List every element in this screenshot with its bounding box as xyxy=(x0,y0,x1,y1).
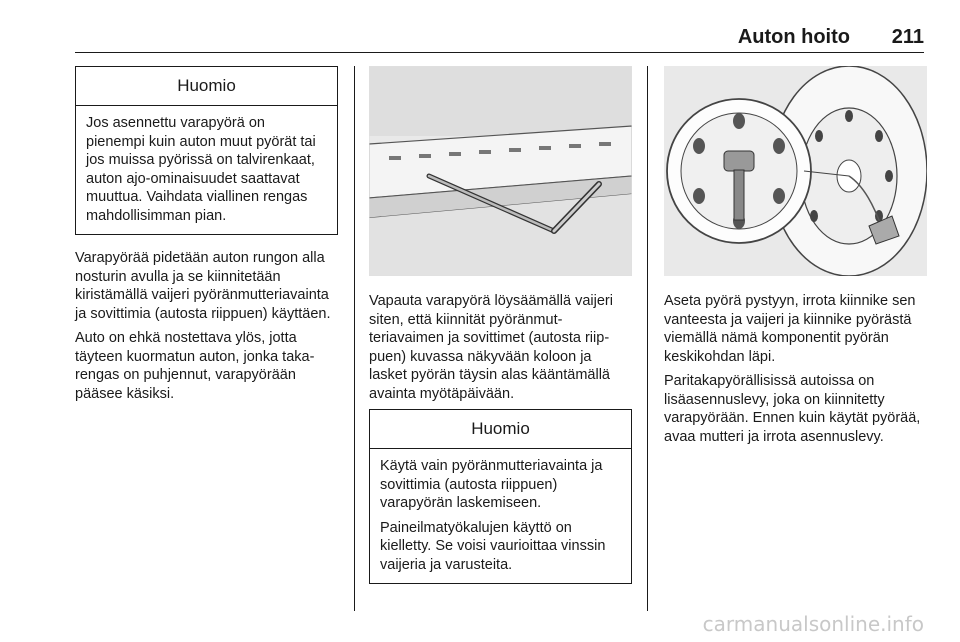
body-paragraph: Aseta pyörä pystyyn, irrota kiinnike sen vanteesta ja vaijeri ja kiinnike pyörästä viemällä nämä komponentit pyörän keskikohdan läpi. xyxy=(664,293,916,365)
section-title: Auton hoito xyxy=(737,26,850,48)
page-number: 211 xyxy=(891,26,924,48)
watermark: carmanualsonline.info xyxy=(702,612,924,636)
spare-wheel-cable-illustration xyxy=(664,66,927,276)
column-divider xyxy=(354,66,355,611)
notice-title: Huomio xyxy=(76,67,337,106)
column-2 xyxy=(369,66,632,584)
notice-box xyxy=(75,66,338,235)
header-rule xyxy=(75,52,924,53)
body-text xyxy=(75,249,338,403)
page-header xyxy=(0,0,960,60)
column-3 xyxy=(664,66,927,452)
body-paragraph: Paritakapyörällisissä autoissa on lisäasennuslevy, joka on kiinnitetty varapyörään. Ennen kuin käytät pyörää, avaa mutteri ja irrota asennuslevy. xyxy=(664,373,921,445)
body-text xyxy=(369,292,632,403)
column-divider xyxy=(647,66,648,611)
notice-title: Huomio xyxy=(370,410,631,449)
notice-paragraph: Paineilmatyökalujen käyttö on kielletty. Se voisi vaurioittaa vinssin vaijeria ja varusteita. xyxy=(380,519,606,573)
body-paragraph: Varapyörää pidetään auton rungon alla nosturin avulla ja se kiinnitetään kiristämällä vaijeri pyöränmutteriavainta ja sovittimia (autosta riippuen) käyttäen. xyxy=(75,250,331,322)
body-paragraph: Vapauta varapyörä löysäämällä vaijeri siten, että kiinnität pyöränmutteriavaimen ja sovittimet (autosta riippuen) kuvassa näkyvään koloon ja lasket pyörän täysin alas kääntämällä avainta myötäpäivään. xyxy=(369,293,613,402)
notice-paragraph: Jos asennettu varapyörä on pienempi kuin auton muut pyörät tai jos muissa pyörissä on talvirenkaat, auton ajo-ominaisuudet saattavat muuttua. Vaihdata viallinen rengas mahdollisimman pian. xyxy=(86,115,316,224)
notice-paragraph: Käytä vain pyöränmutteriavainta ja sovittimia (autosta riippuen) varapyörän laskemiseen. xyxy=(380,458,603,511)
body-paragraph: Auto on ehkä nostettava ylös, jotta täyteen kuormatun auton, jonka takarengas on puhjennut, varapyörään pääsee käsiksi. xyxy=(75,330,315,402)
wheel-wrench-bumper-illustration xyxy=(369,66,632,276)
body-text xyxy=(664,292,927,446)
column-1 xyxy=(75,66,338,409)
notice-box xyxy=(369,409,632,584)
